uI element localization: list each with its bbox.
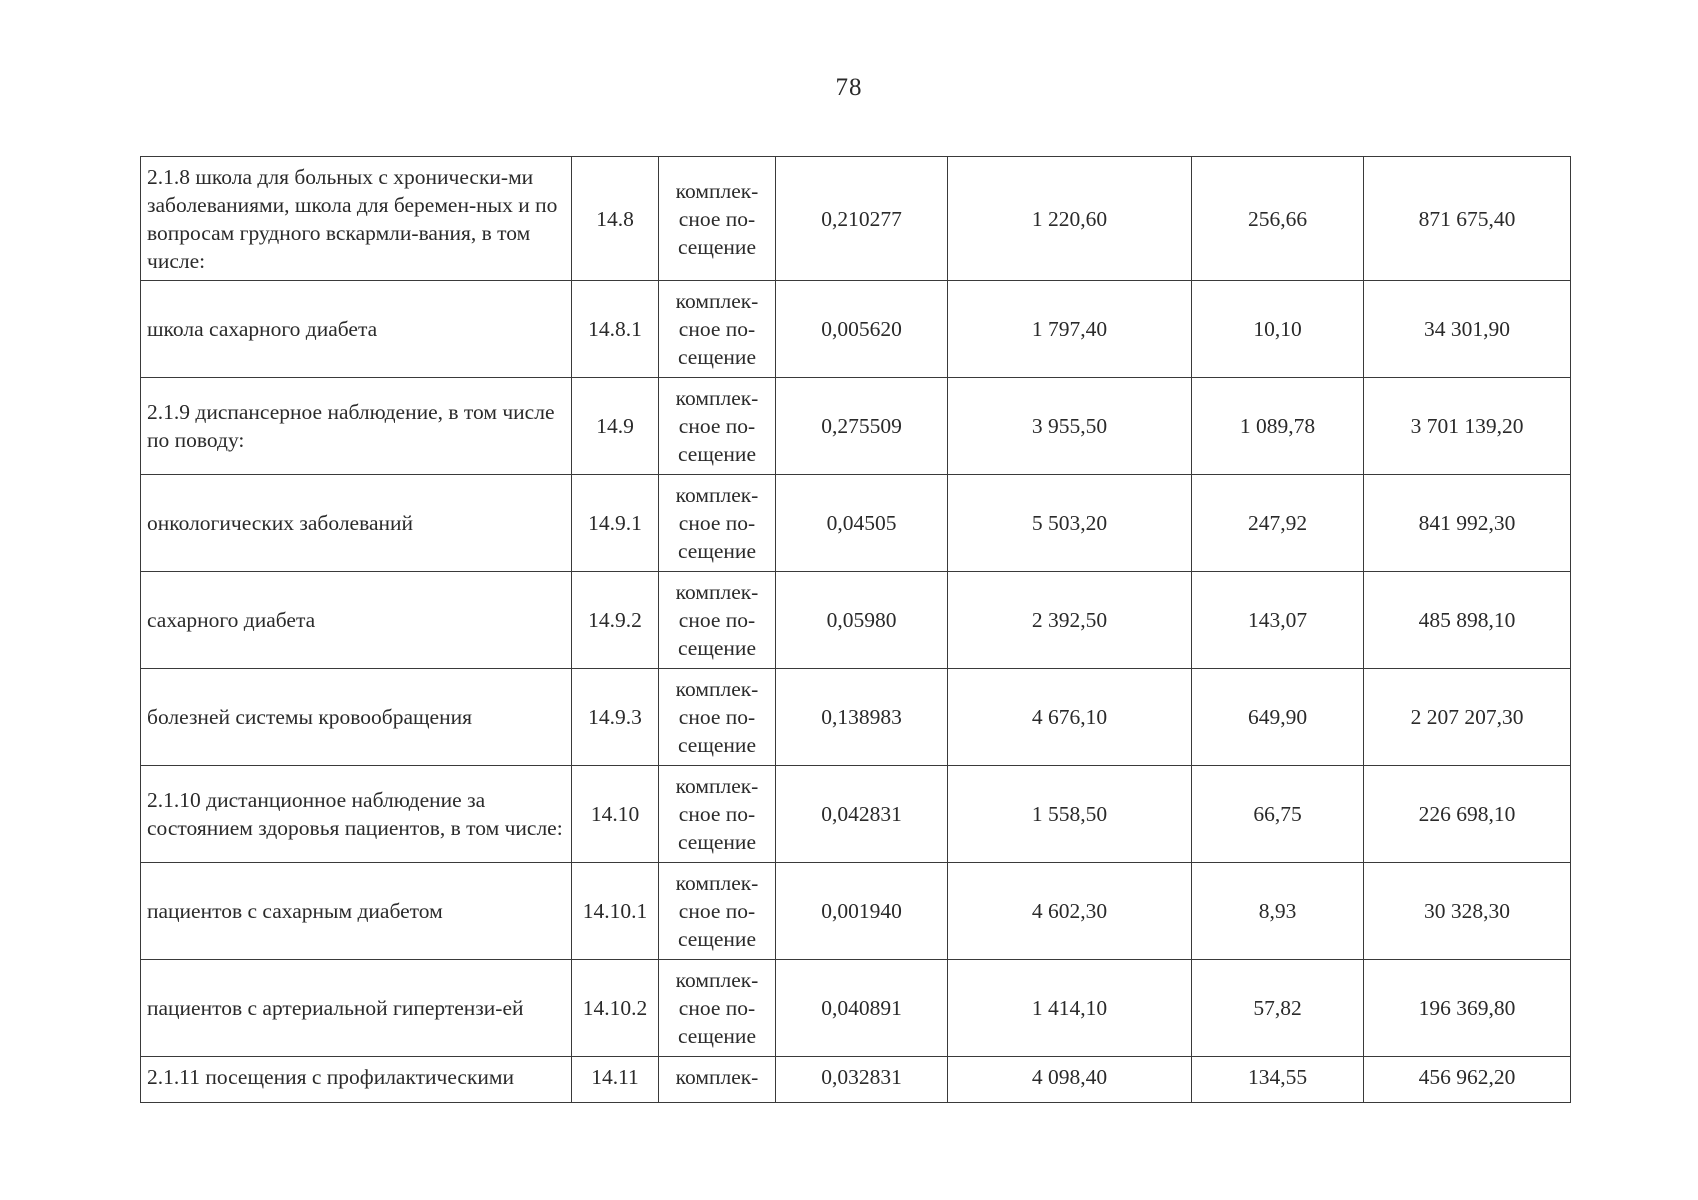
- row-name: 2.1.8 школа для больных с хронически-ми заболеваниями, школа для беремен-ных и по вопросам грудного вскармли-вания, в том числе:: [141, 157, 572, 281]
- row-volume: 0,05980: [776, 572, 948, 669]
- row-total: 226 698,10: [1364, 766, 1571, 863]
- unit-text: комплек-сное по-сещение: [675, 289, 759, 369]
- row-volume: 0,001940: [776, 863, 948, 960]
- row-total: 196 369,80: [1364, 960, 1571, 1057]
- row-unit: [659, 960, 776, 1057]
- row-cost: 4 602,30: [948, 863, 1192, 960]
- row-unit: [659, 378, 776, 475]
- row-total: 871 675,40: [1364, 157, 1571, 281]
- row-total: 30 328,30: [1364, 863, 1571, 960]
- row-code: 14.8.1: [572, 281, 659, 378]
- row-per-capita: 1 089,78: [1192, 378, 1364, 475]
- row-name: болезней системы кровообращения: [141, 669, 572, 766]
- table-row: [141, 669, 1571, 766]
- table-row: [141, 281, 1571, 378]
- row-unit: [659, 669, 776, 766]
- row-total: 485 898,10: [1364, 572, 1571, 669]
- row-volume: 0,275509: [776, 378, 948, 475]
- row-per-capita: 57,82: [1192, 960, 1364, 1057]
- row-volume: 0,210277: [776, 157, 948, 281]
- row-code: 14.10: [572, 766, 659, 863]
- row-name: онкологических заболеваний: [141, 475, 572, 572]
- row-code: 14.10.2: [572, 960, 659, 1057]
- unit-text: комплек-сное по-сещение: [675, 580, 759, 660]
- row-cost: 1 558,50: [948, 766, 1192, 863]
- row-code: 14.9.1: [572, 475, 659, 572]
- row-cost: 4 098,40: [948, 1057, 1192, 1103]
- data-table: [140, 156, 1571, 1103]
- unit-text: комплек-сное по-сещение: [675, 871, 759, 951]
- row-cost: 2 392,50: [948, 572, 1192, 669]
- unit-text: комплек-сное по-сещение: [675, 677, 759, 757]
- unit-text: комплек-: [675, 1065, 759, 1089]
- row-total: 34 301,90: [1364, 281, 1571, 378]
- row-volume: 0,138983: [776, 669, 948, 766]
- row-cost: 1 414,10: [948, 960, 1192, 1057]
- row-per-capita: 66,75: [1192, 766, 1364, 863]
- row-volume: 0,005620: [776, 281, 948, 378]
- row-per-capita: 649,90: [1192, 669, 1364, 766]
- page-number: 78: [835, 74, 863, 101]
- row-code: 14.10.1: [572, 863, 659, 960]
- row-unit: [659, 475, 776, 572]
- table-row: [141, 572, 1571, 669]
- row-unit: [659, 766, 776, 863]
- row-cost: 1 220,60: [948, 157, 1192, 281]
- row-unit: [659, 281, 776, 378]
- table-row: [141, 863, 1571, 960]
- row-code: 14.9: [572, 378, 659, 475]
- row-total: 841 992,30: [1364, 475, 1571, 572]
- row-cost: 3 955,50: [948, 378, 1192, 475]
- row-name: пациентов с сахарным диабетом: [141, 863, 572, 960]
- row-per-capita: 143,07: [1192, 572, 1364, 669]
- row-per-capita: 256,66: [1192, 157, 1364, 281]
- row-name: сахарного диабета: [141, 572, 572, 669]
- row-code: 14.11: [572, 1057, 659, 1103]
- unit-text: комплек-сное по-сещение: [675, 774, 759, 854]
- row-total: 456 962,20: [1364, 1057, 1571, 1103]
- row-unit: [659, 157, 776, 281]
- row-code: 14.9.3: [572, 669, 659, 766]
- row-per-capita: 134,55: [1192, 1057, 1364, 1103]
- row-volume: 0,04505: [776, 475, 948, 572]
- table-body: [141, 157, 1571, 1103]
- unit-text: комплек-сное по-сещение: [675, 178, 759, 259]
- table-row: [141, 157, 1571, 281]
- row-code: 14.8: [572, 157, 659, 281]
- table-row: [141, 378, 1571, 475]
- row-unit: [659, 1057, 776, 1103]
- row-volume: 0,040891: [776, 960, 948, 1057]
- row-unit: [659, 863, 776, 960]
- row-per-capita: 10,10: [1192, 281, 1364, 378]
- row-name: 2.1.11 посещения с профилактическими: [141, 1057, 572, 1103]
- row-total: 2 207 207,30: [1364, 669, 1571, 766]
- row-name: 2.1.9 диспансерное наблюдение, в том числе по поводу:: [141, 378, 572, 475]
- row-volume: 0,042831: [776, 766, 948, 863]
- row-cost: 5 503,20: [948, 475, 1192, 572]
- row-unit: [659, 572, 776, 669]
- row-cost: 1 797,40: [948, 281, 1192, 378]
- row-volume: 0,032831: [776, 1057, 948, 1103]
- unit-text: комплек-сное по-сещение: [675, 386, 759, 466]
- row-cost: 4 676,10: [948, 669, 1192, 766]
- row-code: 14.9.2: [572, 572, 659, 669]
- row-name: 2.1.10 дистанционное наблюдение за состоянием здоровья пациентов, в том числе:: [141, 766, 572, 863]
- row-total: 3 701 139,20: [1364, 378, 1571, 475]
- table-row: [141, 960, 1571, 1057]
- unit-text: комплек-сное по-сещение: [675, 968, 759, 1048]
- row-name: школа сахарного диабета: [141, 281, 572, 378]
- unit-text: комплек-сное по-сещение: [675, 483, 759, 563]
- row-per-capita: 8,93: [1192, 863, 1364, 960]
- table-row: [141, 1057, 1571, 1103]
- table-row: [141, 766, 1571, 863]
- row-name: пациентов с артериальной гипертензи-ей: [141, 960, 572, 1057]
- table-row: [141, 475, 1571, 572]
- row-per-capita: 247,92: [1192, 475, 1364, 572]
